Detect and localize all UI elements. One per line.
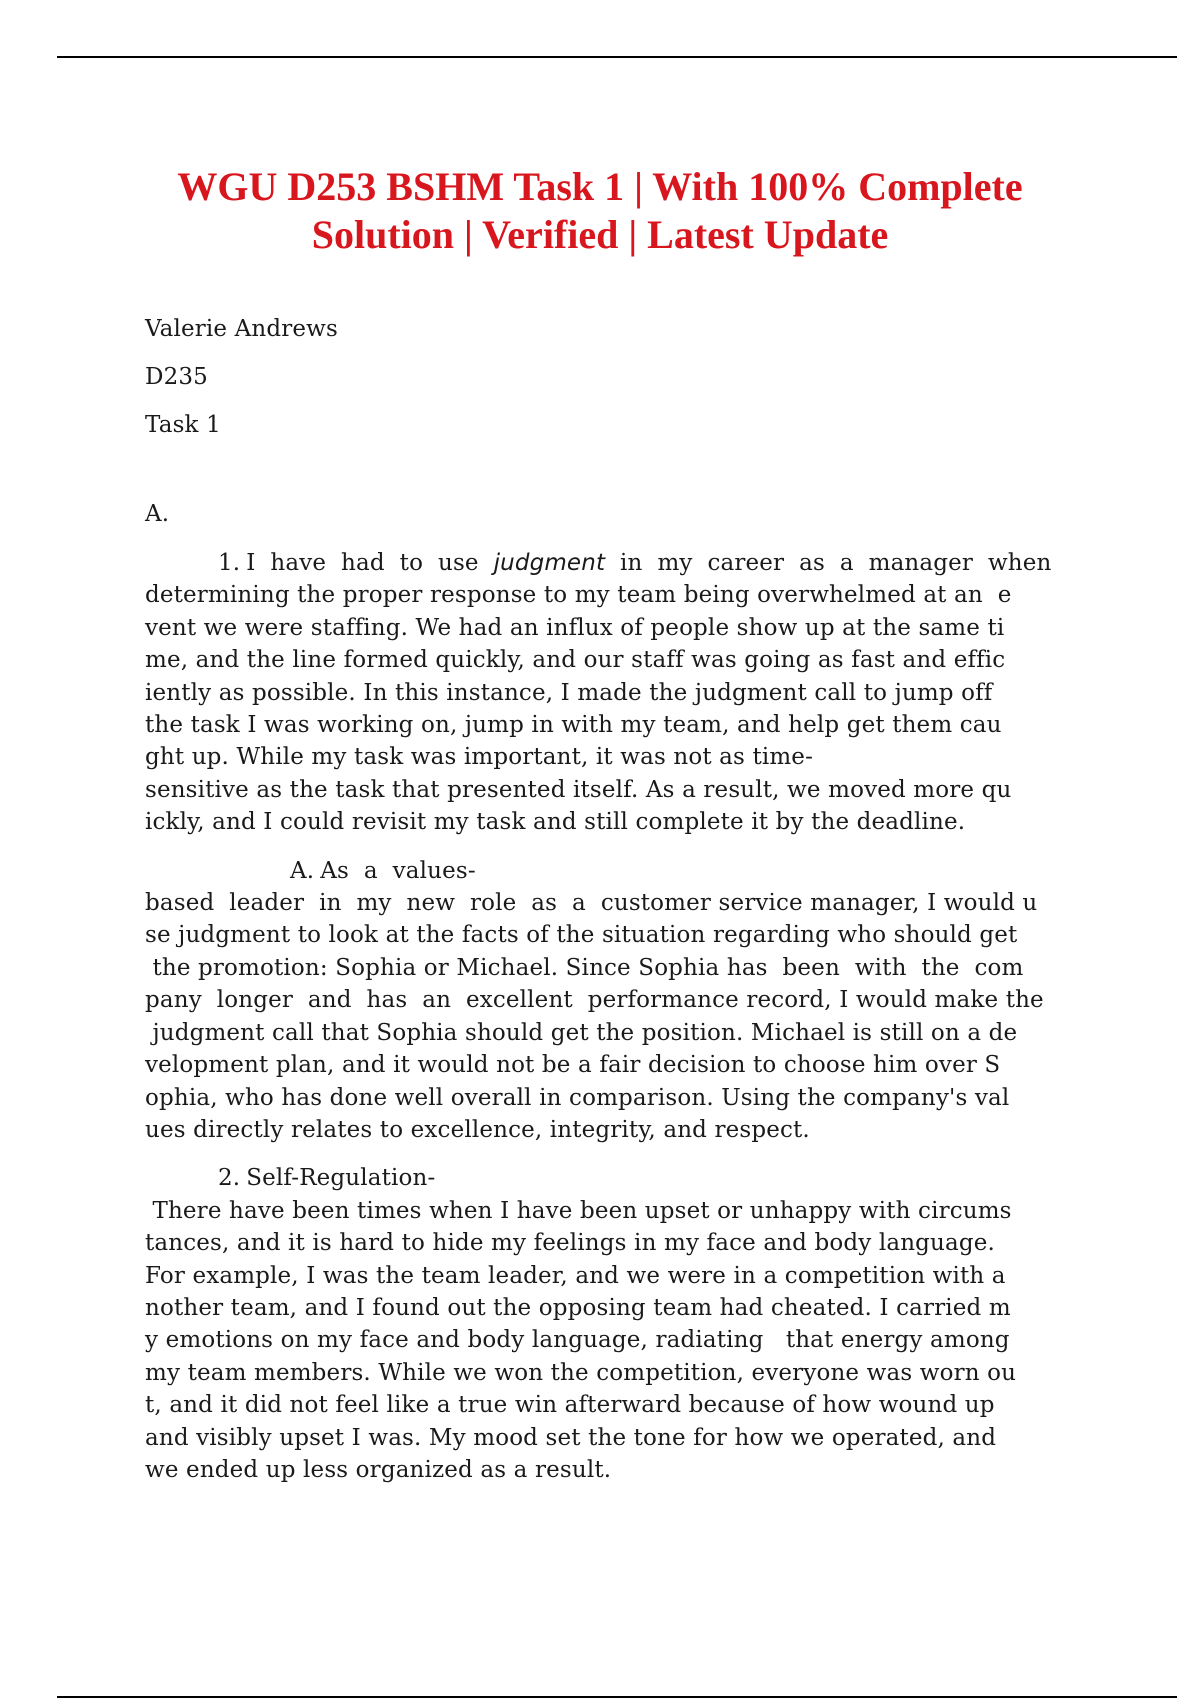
item-1-line: determining the proper response to my team being overwhelmed at an e xyxy=(145,582,1012,609)
item-1a-line: the promotion: Sophia or Michael. Since Sophia has been with the com xyxy=(145,954,1024,981)
item-2-heading: Self-Regulation- xyxy=(246,1165,436,1192)
course-code: D235 xyxy=(145,364,208,390)
item-1a-paragraph xyxy=(145,855,1085,1147)
item-1-number: 1. xyxy=(218,550,241,576)
item-1-line: ickly, and I could revisit my task and still complete it by the deadline. xyxy=(145,809,966,836)
spacer xyxy=(145,442,1085,498)
document-title xyxy=(100,163,1100,259)
task-label: Task 1 xyxy=(145,412,221,438)
item-1-text-pre: I have had to use xyxy=(246,550,494,576)
item-1-paragraph xyxy=(145,547,1085,839)
item-2-line: we ended up less organized as a result. xyxy=(145,1456,612,1483)
item-1a-first-line xyxy=(145,855,1085,887)
item-1-line: ght up. While my task was important, it was not as time- xyxy=(145,744,813,771)
bottom-rule xyxy=(57,1696,1177,1698)
author-name: Valerie Andrews xyxy=(145,316,338,342)
item-1-first-line xyxy=(145,547,1085,579)
item-1a-line: pany longer and has an excellent performance record, I would make the xyxy=(145,987,1044,1014)
item-1a-line: judgment call that Sophia should get the position. Michael is still on a de xyxy=(145,1019,1018,1046)
item-2-line: y emotions on my face and body language, radiating that energy among xyxy=(145,1327,1010,1354)
title-line-2: Solution | Verified | Latest Update xyxy=(311,212,889,257)
item-2-paragraph xyxy=(145,1162,1085,1486)
item-1-emphasis: judgment xyxy=(493,550,606,576)
item-2-first-line xyxy=(145,1162,1085,1194)
item-2-line: t, and it did not feel like a true win afterward because of how wound up xyxy=(145,1392,995,1419)
item-1-line: the task I was working on, jump in with my team, and help get them cau xyxy=(145,712,1002,739)
item-1a-line: based leader in my new role as a customer service manager, I would u xyxy=(145,890,1038,917)
item-1a-line: velopment plan, and it would not be a fair decision to choose him over S xyxy=(145,1052,1001,1079)
item-2-line: and visibly upset I was. My mood set the tone for how we operated, and xyxy=(145,1424,997,1451)
item-1a-text: As a values- xyxy=(320,857,476,884)
item-2-line: There have been times when I have been upset or unhappy with circums xyxy=(145,1197,1012,1224)
item-1a-line: se judgment to look at the facts of the situation regarding who should get xyxy=(145,922,1018,949)
item-2-line: my team members. While we won the competition, everyone was worn ou xyxy=(145,1359,1017,1386)
item-1-line: sensitive as the task that presented itself. As a result, we moved more qu xyxy=(145,776,1012,803)
item-1a-line: ophia, who has done well overall in comparison. Using the company's val xyxy=(145,1084,1010,1111)
item-1a-label: A. xyxy=(290,857,315,884)
item-1-line: vent we were staffing. We had an influx of people show up at the same ti xyxy=(145,614,1005,641)
item-1-text-post: in my career as a manager when xyxy=(605,550,1052,576)
item-1-line: iently as possible. In this instance, I made the judgment call to jump off xyxy=(145,679,993,706)
item-2-number: 2. xyxy=(218,1165,241,1192)
item-1a-line: ues directly relates to excellence, integrity, and respect. xyxy=(145,1116,810,1143)
item-2-line: tances, and it is hard to hide my feelings in my face and body language. xyxy=(145,1230,995,1257)
top-rule xyxy=(57,56,1177,58)
item-2-line: nother team, and I found out the opposing team had cheated. I carried m xyxy=(145,1294,1011,1321)
item-1-line: me, and the line formed quickly, and our staff was going as fast and effic xyxy=(145,647,1006,674)
item-2-line: For example, I was the team leader, and we were in a competition with a xyxy=(145,1262,1006,1289)
document-body xyxy=(145,313,1085,1486)
section-a-heading: A. xyxy=(145,501,170,527)
title-line-1: WGU D253 BSHM Task 1 | With 100% Complete xyxy=(177,164,1023,209)
